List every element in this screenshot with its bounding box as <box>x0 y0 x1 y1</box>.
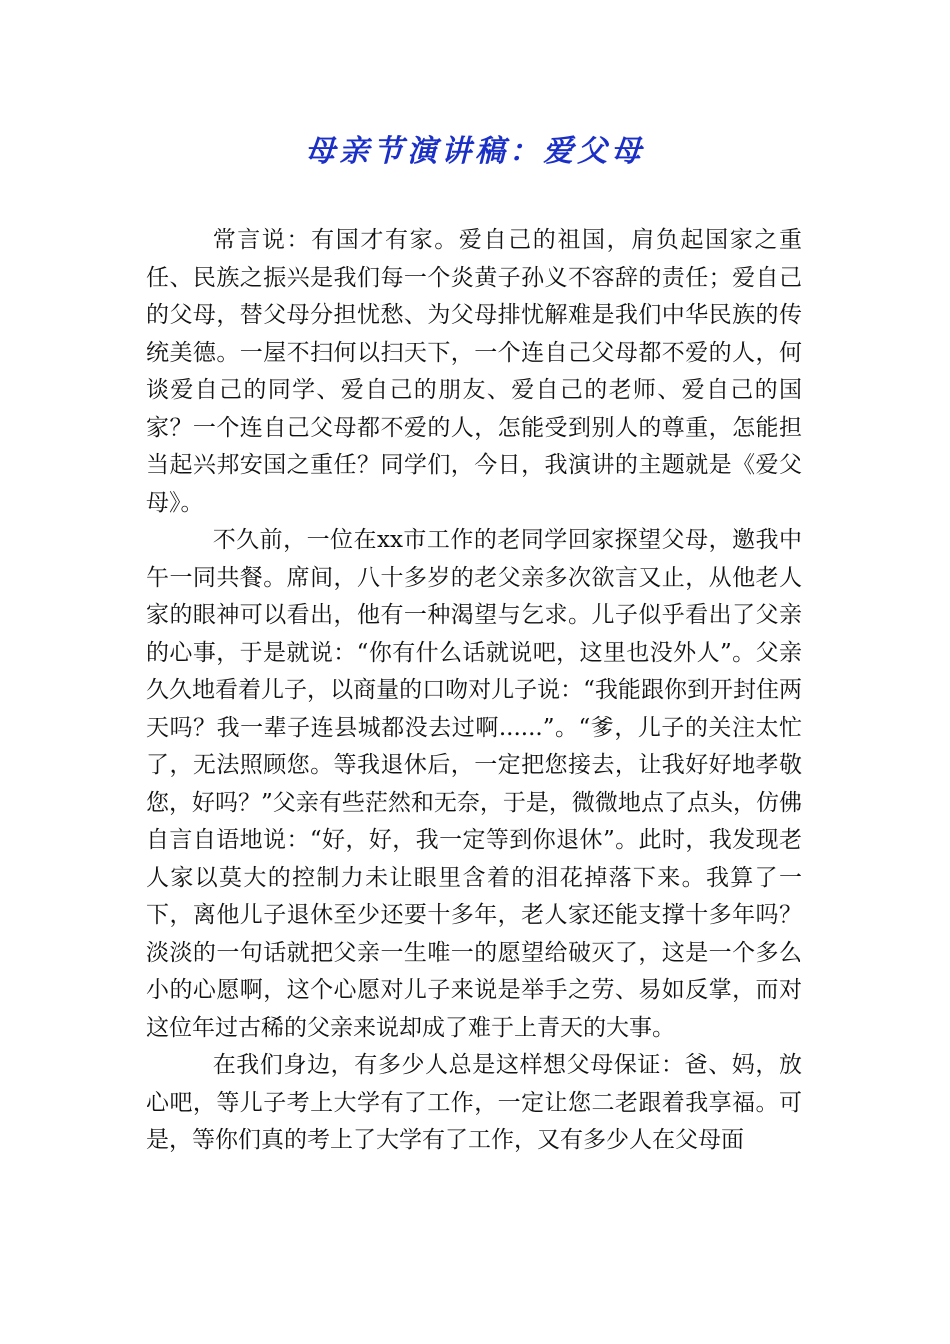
paragraph-3: 在我们身边，有多少人总是这样想父母保证：爸、妈，放心吧，等儿子考上大学有了工作，一定让您二老跟着我享福。可是，等你们真的考上了大学有了工作，又有多少人在父母面 <box>146 1052 802 1153</box>
paragraph-2: 不久前，一位在xx市工作的老同学回家探望父母，邀我中午一同共餐。席间，八十多岁的老父亲多次欲言又止，从他老人家的眼神可以看出，他有一种渴望与乞求。儿子似乎看出了父亲的心事，于是就说：“你有什么话就说吧，这里也没外人”。父亲久久地看着儿子，以商量的口吻对儿子说：“我能跟你到开封住两天吗？我一辈子连县城都没去过啊......”。“爹，儿子的关注太忙了，无法照顾您。等我退休后，一定把您接去，让我好好地孝敬您，好吗？”父亲有些茫然和无奈，于是，微微地点了点头，仿佛自言自语地说：“好，好，我一定等到你退休”。此时，我发现老人家以莫大的控制力未让眼里含着的泪花掉落下来。我算了一下，离他儿子退休至少还要十多年，老人家还能支撑十多年吗？淡淡的一句话就把父亲一生唯一的愿望给破灭了，这是一个多么小的心愿啊，这个心愿对儿子来说是举手之劳、易如反掌，而对这位年过古稀的父亲来说却成了难于上青天的大事。 <box>146 527 802 1041</box>
document-body <box>146 222 802 1160</box>
document-title: 母亲节演讲稿：爱父母 <box>305 134 645 169</box>
paragraph-1: 常言说：有国才有家。爱自己的祖国，肩负起国家之重任、民族之振兴是我们每一个炎黄子孙义不容辞的责任；爱自己的父母，替父母分担忧愁、为父母排忧解难是我们中华民族的传统美德。一屋不扫何以扫天下，一个连自己父母都不爱的人，何谈爱自己的同学、爱自己的朋友、爱自己的老师、爱自己的国家？一个连自己父母都不爱的人，怎能受到别人的尊重，怎能担当起兴邦安国之重任？同学们，今日，我演讲的主题就是《爱父母》。 <box>146 227 802 516</box>
